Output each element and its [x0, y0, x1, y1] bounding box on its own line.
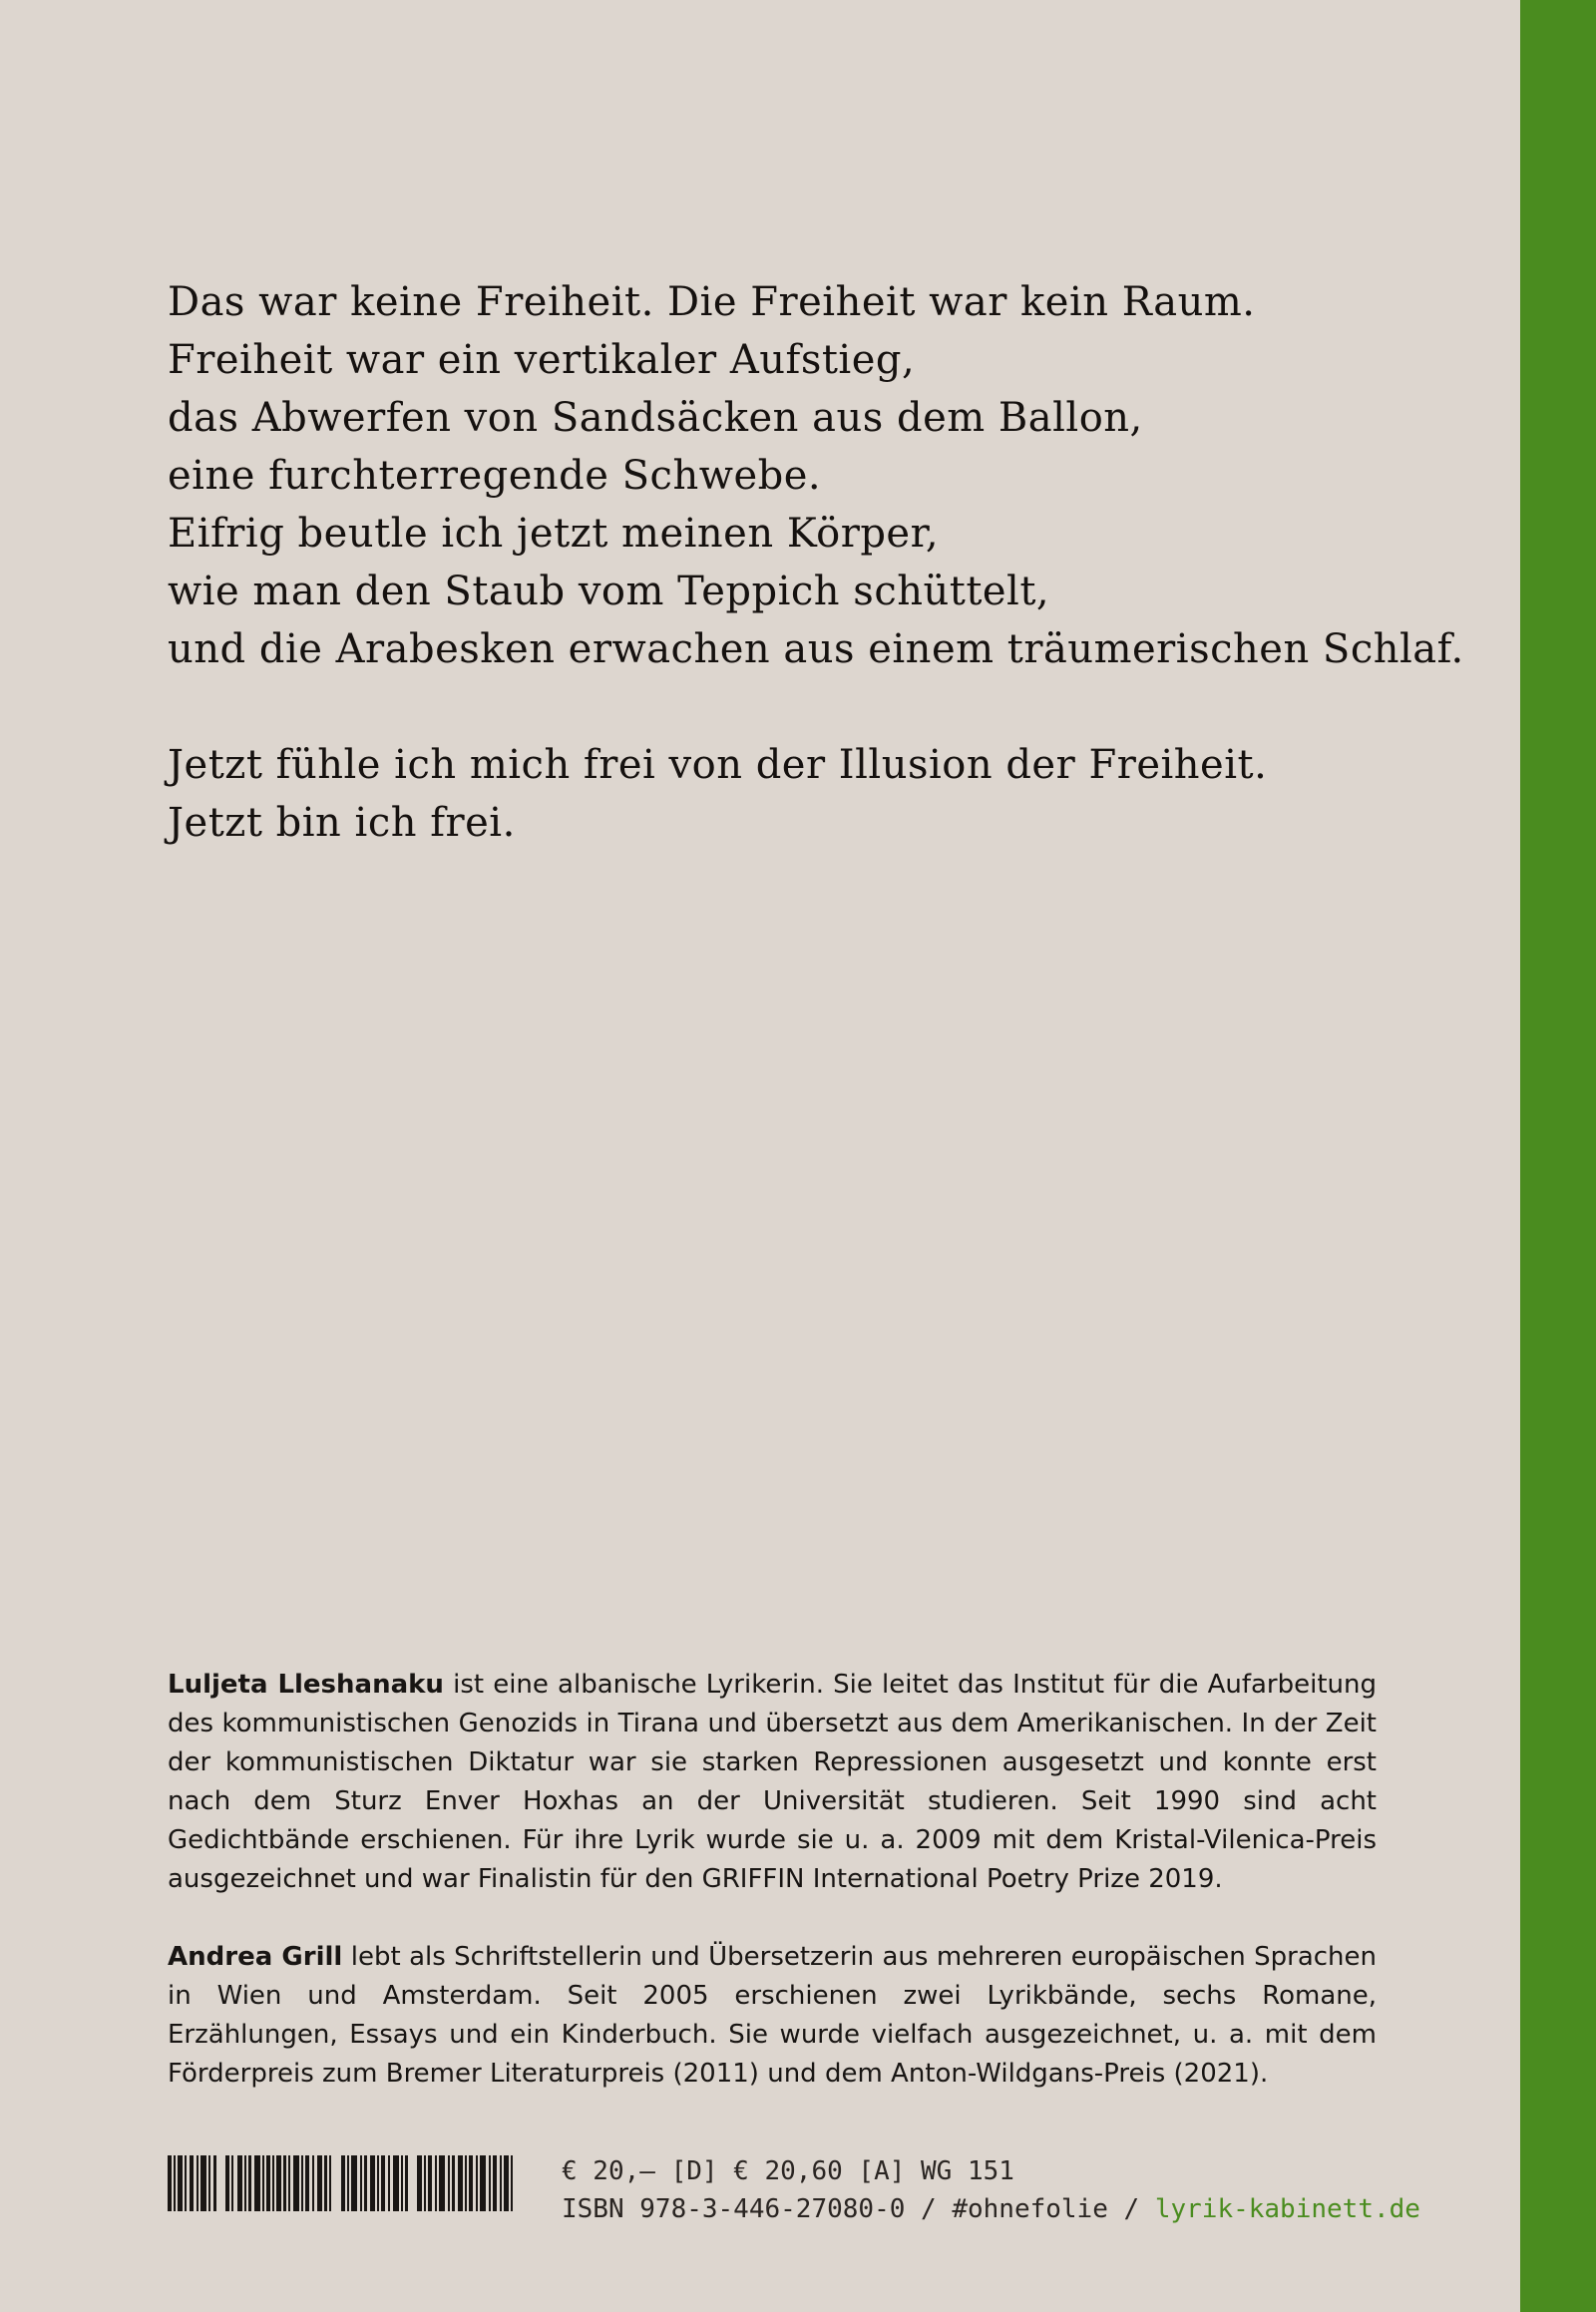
price-line: € 20,– [D] € 20,60 [A] WG 151: [562, 2156, 1014, 2186]
poem-line: Jetzt bin ich frei.: [168, 800, 516, 846]
author-name: Luljeta Lleshanaku: [168, 1670, 444, 1700]
poem-line: eine furchterregende Schwebe.: [168, 453, 822, 499]
author-bio-text: ist eine albanische Lyrikerin. Sie leitet das Institut für die Aufarbeitung des kommunistischen Genozids in Tirana und übersetzt aus dem Amerikanischen. In der Zeit der kommunistischen Diktatur war sie starken Repressionen ausgesetzt und konnte erst nach dem Sturz Enver Hoxhas an der Universität studieren. Seit 1990 sind acht Gedichtbände erschienen. Für ihre Lyrik wurde sie u. a. 2009 mit dem Kristal-Vilenica-Preis ausgezeichnet und war Finalistin für den GRIFFIN International Poetry Prize 2019.: [168, 1670, 1377, 1894]
poem-line: Das war keine Freiheit. Die Freiheit war kein Raum.: [168, 279, 1256, 325]
green-edge-band: [1520, 0, 1596, 2312]
translator-bio-text: lebt als Schriftstellerin und Übersetzerin aus mehreren europäischen Sprachen in Wien und Amsterdam. Seit 2005 erschienen zwei Lyrikbände, sechs Romane, Erzählungen, Essays und ein Kinderbuch. Sie wurde vielfach ausgezeichnet, u. a. mit dem Förderpreis zum Bremer Literaturpreis (2011) und dem Anton-Wildgans-Preis (2021).: [168, 1942, 1377, 2089]
isbn-row: [562, 2190, 1420, 2228]
translator-name: Andrea Grill: [168, 1942, 343, 1972]
pricing-info: [562, 2152, 1420, 2228]
poem-line: das Abwerfen von Sandsäcken aus dem Ballon,: [168, 395, 1143, 441]
poem-stanza-1: [168, 273, 1464, 678]
poem-line: und die Arabesken erwachen aus einem träumerischen Schlaf.: [168, 626, 1464, 672]
poem-line: Eifrig beutle ich jetzt meinen Körper,: [168, 511, 940, 557]
poem-stanza-2: [168, 736, 1464, 852]
translator-bio: [168, 1938, 1377, 2094]
barcode: [168, 2155, 513, 2211]
poem-line: wie man den Staub vom Teppich schüttelt,: [168, 569, 1050, 614]
poem: [168, 273, 1464, 852]
author-bios: [168, 1666, 1377, 2094]
author-bio: [168, 1666, 1377, 1899]
cover-footer: [168, 2152, 1420, 2224]
website-link[interactable]: lyrik-kabinett.de: [1154, 2194, 1420, 2224]
isbn-line: ISBN 978-3-446-27080-0 / #ohnefolie /: [562, 2194, 1155, 2224]
poem-line: Freiheit war ein vertikaler Aufstieg,: [168, 337, 916, 383]
poem-line: Jetzt fühle ich mich frei von der Illusion der Freiheit.: [168, 742, 1268, 788]
